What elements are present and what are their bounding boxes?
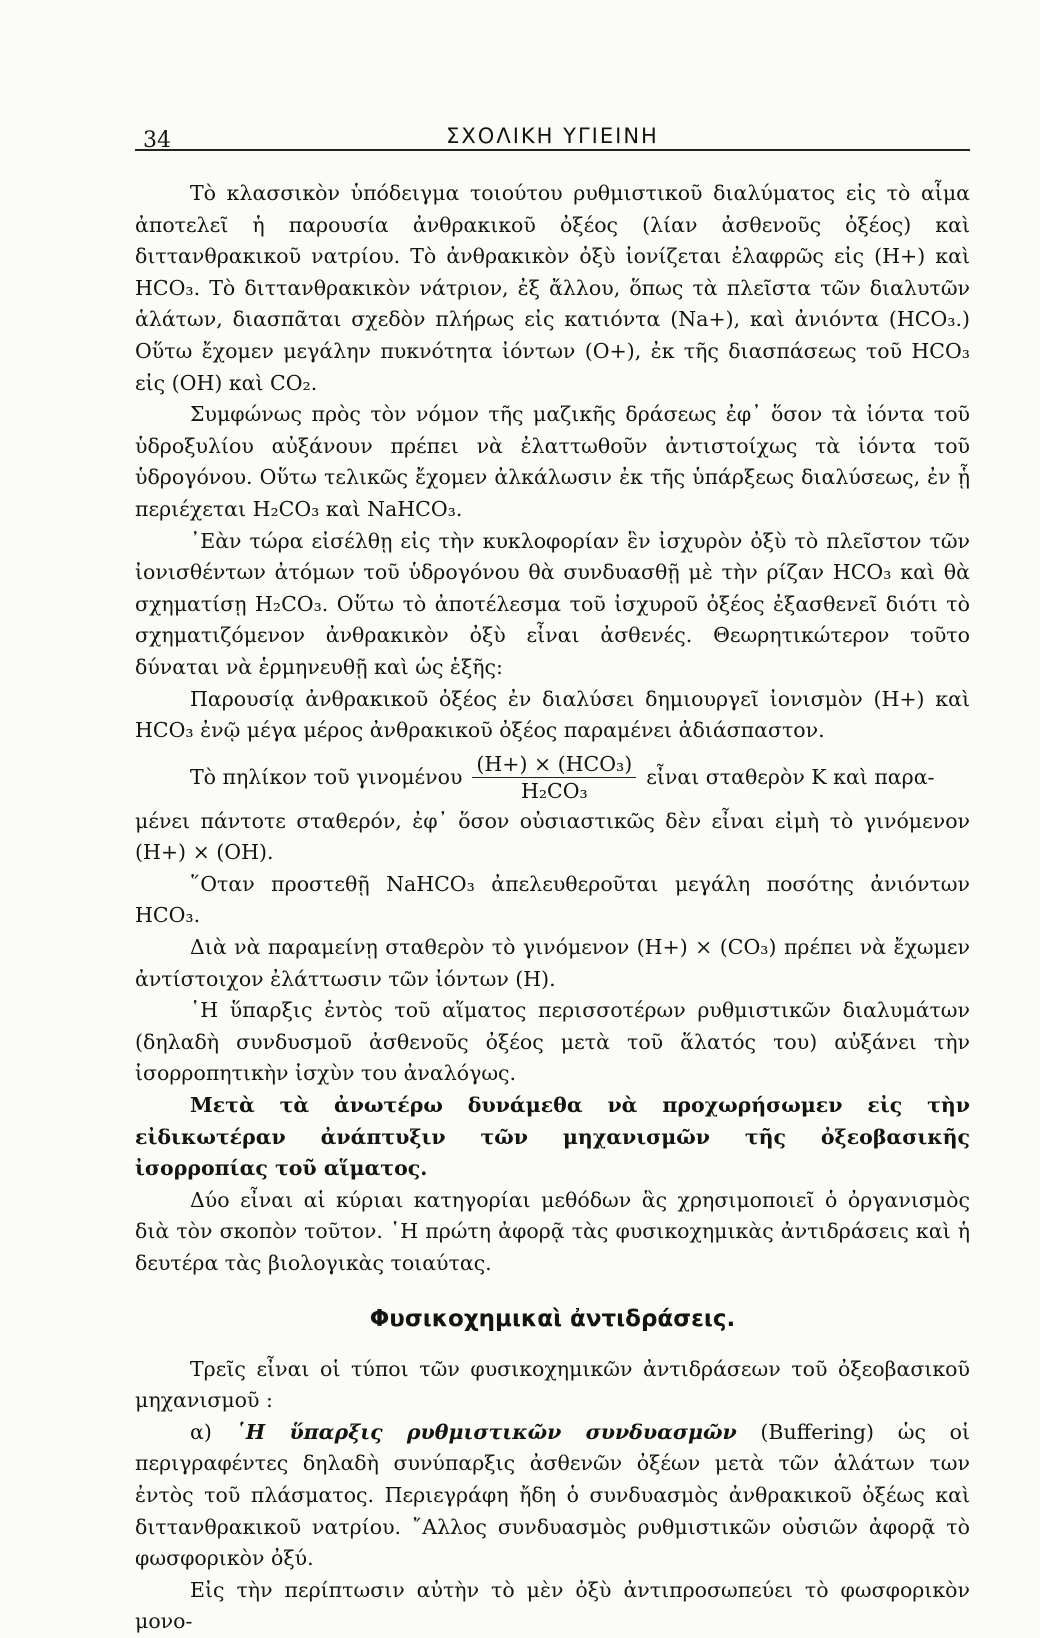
- formula-denominator: H₂CO₃: [520, 778, 588, 803]
- paragraph-9: Μετὰ τὰ ἀνωτέρω δυνάμεθα νὰ προχωρήσωμεν εἰς τὴν εἰδικωτέραν ἀνάπτυξιν τῶν μηχανισμῶν τῆς ὀξεοβασικῆς ἰσορροπίας τοῦ αἵματος.: [135, 1093, 970, 1181]
- paragraph-7: Διὰ νὰ παραμείνῃ σταθερὸν τὸ γινόμενον (H+) × (CO₃) πρέπει νὰ ἔχωμεν ἀντίστοιχον ἐλάττωσιν τῶν ἰόντων (H).: [135, 935, 970, 991]
- paragraph-6: ῞Οταν προστεθῇ NaHCO₃ ἀπελευθεροῦται μεγάλη ποσότης ἀνιόντων HCO₃.: [135, 871, 970, 928]
- paragraph-10: Δύο εἶναι αἱ κύριαι κατηγορίαι μεθόδων ἃς χρησιμοποιεῖ ὁ ὀργανισμὸς διὰ τὸν σκοπὸν τοῦτον. ῾Η πρώτη ἀφορᾷ τὰς φυσικοχημικὰς ἀντιδράσεις καὶ ἡ δευτέρα τὰς βιολογικὰς τοιαύτας.: [135, 1187, 970, 1275]
- buffering-term: ῾Η ὕπαρξις ρυθμιστικῶν συνδυασμῶν: [235, 1419, 737, 1444]
- paragraph-2: Συμφώνως πρὸς τὸν νόμον τῆς μαζικῆς δράσεως ἐφ᾽ ὅσον τὰ ἰόντα τοῦ ὑδροξυλίου αὐξάνουν πρέπει νὰ ἐλαττωθοῦν ἀντιστοίχως τὰ ἰόντα τοῦ ὑδρογόνου. Οὕτω τελικῶς ἔχομεν ἀλκάλωσιν ἐκ τῆς ὑπάρξεως διαλύσεως, ἐν ᾗ περιέχεται H₂CO₃ καὶ NaHCO₃.: [135, 402, 970, 521]
- page-header: [135, 118, 970, 152]
- paragraph-13: Εἰς τὴν περίπτωσιν αὐτὴν τὸ μὲν ὀξὺ ἀντιπροσωπεύει τὸ φωσφορικὸν μονο-: [135, 1577, 970, 1634]
- paragraph-3: ᾿Εὰν τώρα εἰσέλθῃ εἰς τὴν κυκλοφορίαν ἓν ἰσχυρὸν ὀξὺ τὸ πλεῖστον τῶν ἰονισθέντων ἀτόμων τοῦ ὑδρογόνου θὰ συνδυασθῇ μὲ τὴν ρίζαν HCO₃ καὶ θὰ σχηματίσῃ H₂CO₃. Οὕτω τὸ ἀποτέλεσμα τοῦ ἰσχυροῦ ὀξέος ἐξασθενεῖ διότι τὸ σχηματιζόμενον ἀνθρακικὸν ὀξὺ εἶναι ἀσθενές. Θεωρητικώτερον τοῦτο δύναται νὰ ἑρμηνευθῇ καὶ ὡς ἑξῆς:: [135, 528, 970, 679]
- paragraph-5: μένει πάντοτε σταθερόν, ἐφ᾽ ὅσον οὐσιαστικῶς δὲν εἶναι εἰμὴ τὸ γινόμενον (H+) × (OH).: [135, 808, 970, 865]
- list-marker: α): [190, 1419, 212, 1444]
- paragraph-12: [135, 1417, 970, 1575]
- page-number: 34: [143, 128, 171, 153]
- formula-tail: εἶναι σταθερὸν K καὶ παρα-: [646, 765, 935, 790]
- paragraph-8: ῾Η ὕπαρξις ἐντὸς τοῦ αἵματος περισσοτέρων ρυθμιστικῶν διαλυμάτων (δηλαδὴ συνδυσμοῦ ἀσθενοῦς ὀξέος μετὰ τοῦ ἅλατός του) αὐξάνει τὴν ἰσορροπητικὴν ἰσχὺν του ἀναλόγως.: [135, 998, 970, 1086]
- section-heading: Φυσικοχημικαὶ ἀντιδράσεις.: [369, 1305, 736, 1332]
- formula-numerator: (H+) × (HCO₃): [472, 751, 636, 778]
- formula-fraction: [472, 751, 636, 804]
- paragraph-1: Τὸ κλασσικὸν ὑπόδειγμα τοιούτου ρυθμιστικοῦ διαλύματος εἰς τὸ αἷμα ἀποτελεῖ ἡ παρουσία ἀνθρακικοῦ ὀξέος (λίαν ἀσθενοῦς ὀξέος) καὶ διττανθρακικοῦ νατρίου. Τὸ ἀνθρακικὸν ὀξὺ ἰονίζεται ἐλαφρῶς εἰς (H+) καὶ HCO₃. Τὸ διττανθρακικὸν νάτριον, ἐξ ἄλλου, ὅπως τὰ πλεῖστα τῶν διαλυτῶν ἁλάτων, διασπᾶται σχεδὸν πλήρως εἰς κατιόντα (Na+), καὶ ἀνιόντα (HCO₃.) Οὕτω ἔχομεν μεγάλην πυκνότητα ἰόντων (O+), ἐκ τῆς διασπάσεως τοῦ HCO₃ εἰς (OH) καὶ CO₂.: [135, 181, 970, 395]
- paragraph-4: Παρουσίᾳ ἀνθρακικοῦ ὀξέος ἐν διαλύσει δημιουργεῖ ἰονισμὸν (H+) καὶ HCO₃ ἐνῷ μέγα μέρος ἀνθρακικοῦ ὀξέος παραμένει ἀδιάσπαστον.: [135, 686, 970, 743]
- page-body: [135, 178, 970, 1638]
- header-rule: [135, 149, 970, 151]
- paragraph-12-text: (Buffering) ὡς οἱ περιγραφέντες δηλαδὴ συνύπαρξις ἀσθενῶν ὀξέων μετὰ τῶν ἁλάτων των ἐντὸς τοῦ πλάσματος. Περιεγράφη ἤδη ὁ συνδυασμὸς ἀνθρακικοῦ ὀξέως καὶ διττανθρακικοῦ νατρίου. ῎Αλλος συνδυασμὸς ρυθμιστικῶν οὐσιῶν ἀφορᾷ τὸ φωσφορικὸν ὀξύ.: [135, 1419, 970, 1571]
- quotient-formula: [135, 751, 970, 804]
- formula-lead: Τὸ πηλίκον τοῦ γινομένου: [190, 765, 463, 790]
- running-title: ΣΧΟΛΙΚΗ ΥΓΙΕΙΝΗ: [446, 124, 659, 148]
- paragraph-11: Τρεῖς εἶναι οἱ τύποι τῶν φυσικοχημικῶν ἀντιδράσεων τοῦ ὀξεοβασικοῦ μηχανισμοῦ :: [135, 1356, 970, 1413]
